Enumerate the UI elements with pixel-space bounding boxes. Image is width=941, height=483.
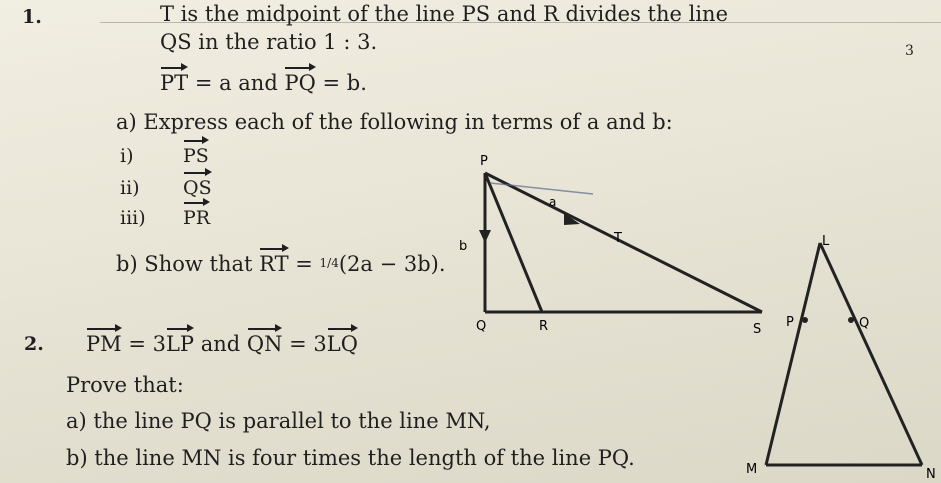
vector-pq: PQ xyxy=(284,71,316,95)
label-q: Q xyxy=(476,319,487,334)
vector-lp: LP xyxy=(165,332,195,356)
vector-lq: LQ xyxy=(326,332,358,356)
vector-pm: PM xyxy=(86,332,122,356)
question-1-intro-line2: QS in the ratio 1 : 3. xyxy=(160,30,378,54)
segment-lm xyxy=(766,243,820,465)
question-2b: b) the line MN is four times the length of the line PQ. xyxy=(66,446,635,470)
label-l: L xyxy=(822,234,830,249)
vector-definitions xyxy=(160,72,367,94)
segment-pr xyxy=(485,173,542,312)
fraction-one-quarter: 1/4 xyxy=(319,256,339,270)
eq1: = 3 xyxy=(121,332,166,356)
vector-qs: QS xyxy=(183,177,212,199)
label-n: N xyxy=(926,467,936,482)
item-iii-vector xyxy=(183,207,210,229)
vector-ps: PS xyxy=(183,145,209,167)
question-1b xyxy=(116,252,446,275)
label-m: M xyxy=(746,462,758,477)
label-r: R xyxy=(539,319,549,334)
eq2: = 3 xyxy=(282,332,327,356)
question-2a: a) the line PQ is parallel to the line MN, xyxy=(66,409,491,433)
segment-ln xyxy=(820,243,922,465)
question-2-statement xyxy=(86,333,358,355)
vector-rt: RT xyxy=(259,252,289,276)
arrow-b xyxy=(479,230,491,243)
vector-pt: PT xyxy=(160,71,189,95)
segment-ps xyxy=(485,173,762,312)
vector-qn: QN xyxy=(246,332,283,356)
label-q2: Q xyxy=(859,316,870,331)
label-s: S xyxy=(753,322,762,337)
question-2-number: 2. xyxy=(24,333,44,355)
label-b: b xyxy=(459,239,468,254)
triangle-diagram-lmn xyxy=(740,225,940,483)
and-text: and xyxy=(194,332,247,356)
part-b-expression: (2a − 3b). xyxy=(338,252,446,276)
part-b-eq: = xyxy=(288,252,320,276)
label-p: P xyxy=(480,154,488,169)
label-p2: P xyxy=(786,315,794,330)
label-t: T xyxy=(614,231,622,246)
margin-mark: 3 xyxy=(905,43,914,59)
pencil-mark xyxy=(490,183,593,194)
item-i-number: i) xyxy=(120,145,134,167)
vector-pr: PR xyxy=(183,207,211,229)
prove-heading: Prove that: xyxy=(66,373,184,397)
def-eq-b: = b. xyxy=(315,71,367,95)
item-ii-vector xyxy=(183,177,212,199)
point-p xyxy=(802,317,808,323)
item-ii-number: ii) xyxy=(120,177,140,199)
part-b-prefix: b) Show that xyxy=(116,252,260,276)
triangle-diagram-pqs xyxy=(440,150,780,340)
point-q xyxy=(848,317,854,323)
question-1a: a) Express each of the following in terms of a and b: xyxy=(116,110,673,134)
label-a: a xyxy=(549,195,557,209)
item-i-vector xyxy=(183,145,209,167)
def-eq-a: = a and xyxy=(188,71,285,95)
question-1-number: 1. xyxy=(22,6,42,28)
item-iii-number: iii) xyxy=(120,207,146,229)
question-1-intro-line1: T is the midpoint of the line PS and R divides the line xyxy=(160,2,729,26)
